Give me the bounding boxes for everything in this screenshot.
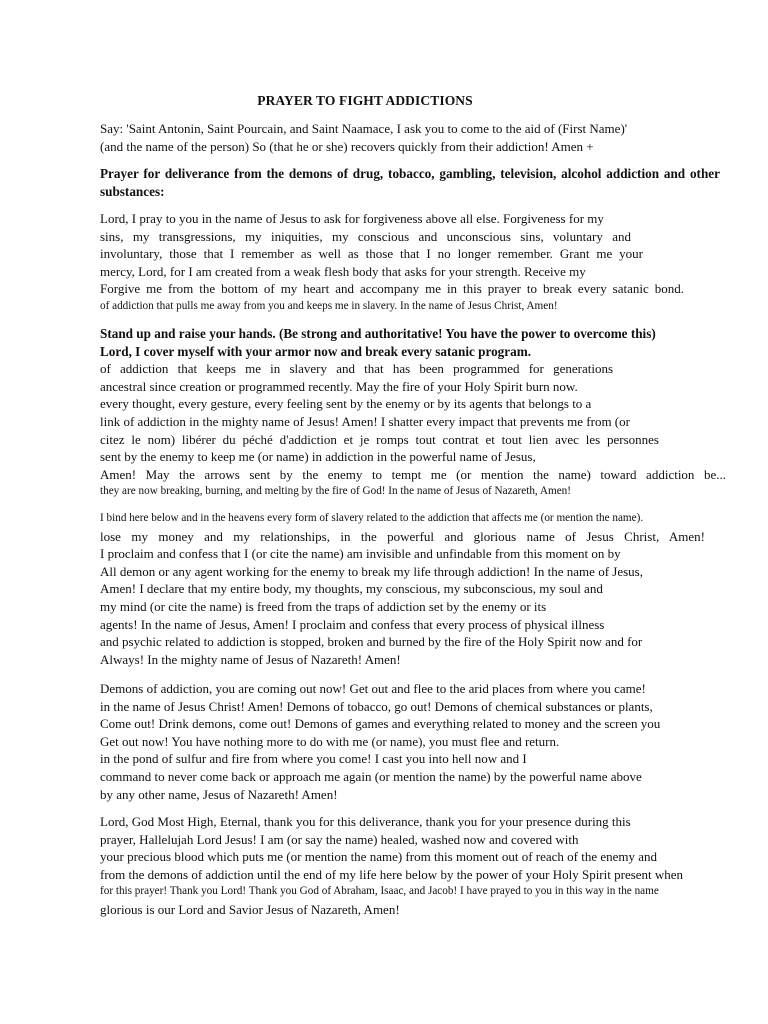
text-line: I proclaim and confess that I (or cite the name) am invisible and unfindable from this moment on by [100, 546, 621, 562]
armor-paragraph [100, 325, 726, 501]
deliverance-heading: Prayer for deliverance from the demons of drug, tobacco, gambling, television, alcohol addiction and other substances: [100, 166, 720, 199]
text-line: lose my money and my relationships, in the powerful and glorious name of Jesus Christ, Amen! [100, 528, 705, 544]
text-line: mercy, Lord, for I am created from a weak flesh body that asks for your strength. Receive my [100, 263, 586, 279]
text-line: Say: 'Saint Antonin, Saint Pourcain, and Saint Naamace, I ask you to come to the aid of (First Name)' [100, 121, 628, 136]
text-line: and psychic related to addiction is stopped, broken and burned by the fire of the Holy Spirit now and for [100, 634, 643, 650]
intro-paragraph [100, 120, 720, 155]
text-line: of addiction that keeps me in slavery and that has been programmed for generations [100, 361, 613, 377]
text-line: for this prayer! Thank you Lord! Thank you God of Abraham, Isaac, and Jacob! I have prayed to you in this way in the name [100, 885, 659, 898]
text-line: ancestral since creation or programmed recently. May the fire of your Holy Spirit burn now. [100, 378, 578, 394]
text-line: Lord, I pray to you in the name of Jesus to ask for forgiveness above all else. Forgiveness for my [100, 211, 604, 226]
forgiveness-paragraph [100, 210, 720, 316]
text-line: from the demons of addiction until the end of my life here below by the power of your Holy Spirit present when [100, 866, 684, 882]
thanksgiving-paragraph [100, 813, 720, 919]
text-line: Get out now! You have nothing more to do with me (or name), you must flee and return. [100, 733, 560, 749]
text-line: Demons of addiction, you are coming out now! Get out and flee to the arid places from where you came! [100, 681, 646, 696]
text-line: in the name of Jesus Christ! Amen! Demons of tobacco, go out! Demons of chemical substances or plants, [100, 698, 653, 714]
text-line: All demon or any agent working for the enemy to break my life through addiction! In the name of Jesus, [100, 563, 643, 579]
text-line-bold: Lord, I cover myself with your armor now and break every satanic program. [100, 343, 532, 359]
text-line: my mind (or cite the name) is freed from the traps of addiction set by the enemy or its [100, 598, 547, 614]
text-line: agents! In the name of Jesus, Amen! I proclaim and confess that every process of physical illness [100, 616, 605, 632]
text-line: sent by the enemy to keep me (or name) in addiction in the powerful name of Jesus, [100, 449, 536, 465]
text-line: in the pond of sulfur and fire from where you come! I cast you into hell now and I [100, 751, 527, 767]
text-line: involuntary, those that I remember as well as those that I no longer remember. Grant me your [100, 246, 643, 262]
demons-paragraph [100, 680, 720, 803]
text-line: command to never come back or approach me again (or mention the name) by the powerful name above [100, 768, 642, 784]
text-line: your precious blood which puts me (or mention the name) from this moment out of reach of the enemy and [100, 849, 658, 865]
text-line: Come out! Drink demons, come out! Demons of games and everything related to money and the screen you [100, 716, 661, 732]
text-line: they are now breaking, burning, and melting by the fire of God! In the name of Jesus of Nazareth, Amen! [100, 485, 571, 498]
text-line: (and the name of the person) So (that he or she) recovers quickly from their addiction! Amen + [100, 138, 594, 154]
text-line: sins, my transgressions, my iniquities, my conscious and unconscious sins, voluntary and [100, 228, 631, 244]
text-line: prayer, Hallelujah Lord Jesus! I am (or say the name) healed, washed now and covered with [100, 831, 579, 847]
text-line-bold: Stand up and raise your hands. (Be strong and authoritative! You have the power to overcome this) [100, 326, 656, 341]
text-line: Lord, God Most High, Eternal, thank you for this deliverance, thank you for your presence during this [100, 814, 631, 829]
text-line: link of addiction in the mighty name of Jesus! Amen! I shatter every impact that prevents me from (or [100, 413, 630, 429]
document-title: PRAYER TO FIGHT ADDICTIONS [257, 93, 473, 108]
text-line: Amen! May the arrows sent by the enemy to tempt me (or mention the name) toward addiction be... [100, 466, 726, 482]
text-line: Amen! I declare that my entire body, my thoughts, my conscious, my subconscious, my soul and [100, 581, 603, 597]
text-line: of addiction that pulls me away from you and keeps me in slavery. In the name of Jesus Christ, Amen! [100, 299, 558, 312]
text-line: glorious is our Lord and Savior Jesus of Nazareth, Amen! [100, 901, 400, 917]
text-line: by any other name, Jesus of Nazareth! Amen! [100, 786, 338, 802]
text-line: Always! In the mighty name of Jesus of Nazareth! Amen! [100, 651, 401, 667]
text-line: Forgive me from the bottom of my heart and accompany me in this prayer to break every satanic bond. [100, 281, 684, 297]
text-line: citez le nom) libérer du péché d'addiction et je romps tout contrat et tout lien avec les personnes [100, 431, 659, 447]
text-line: I bind here below and in the heavens every form of slavery related to the addiction that affects me (or mention the name). [100, 512, 644, 524]
text-line: every thought, every gesture, every feeling sent by the enemy or by its agents that belongs to a [100, 396, 592, 412]
binding-paragraph [100, 510, 720, 668]
